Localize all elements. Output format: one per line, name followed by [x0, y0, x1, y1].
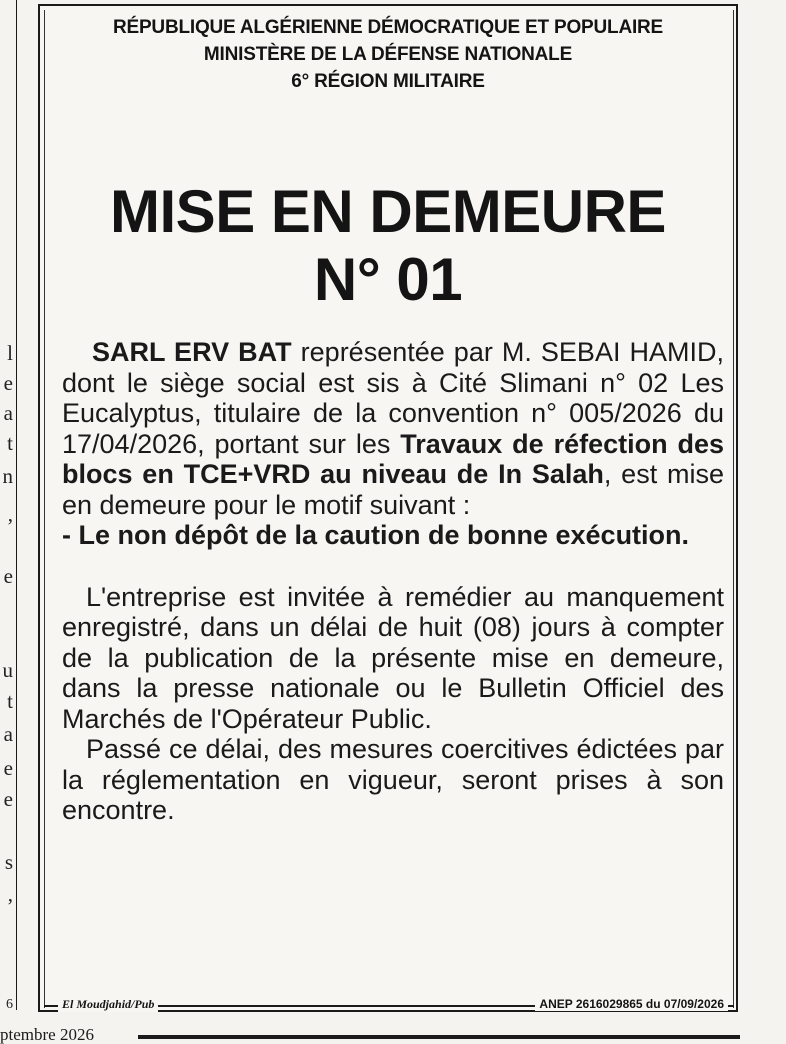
- column-fragment-letter: a: [3, 401, 13, 425]
- column-fragment-letter: l: [7, 341, 13, 365]
- paragraph-company: [62, 337, 724, 520]
- column-fragment-letter: ,: [7, 502, 13, 526]
- notice-body: [62, 337, 724, 826]
- column-fragment-letter: 6: [6, 997, 13, 1012]
- notice-header: [38, 14, 738, 95]
- paragraph-text: représentée par M. SEBAI HAMID, dont le siège social est sis à Cité Slimani n° 02 Les Eucalyptus, titulaire de la convention n° 005/2026 du 17/04/2026, portant sur les: [62, 337, 724, 459]
- page-footer-rule: [138, 1035, 740, 1039]
- anep-reference: ANEP 2616029865 du 07/09/2026: [535, 997, 728, 1011]
- works-title: Travaux de réfection des blocs en TCE+VRD au niveau de In Salah: [62, 428, 724, 489]
- header-republic: RÉPUBLIQUE ALGÉRIENNE DÉMOCRATIQUE ET POPULAIRE: [112, 17, 664, 38]
- column-fragment-letter: t: [7, 431, 13, 455]
- header-ministry: MINISTÈRE DE LA DÉFENSE NATIONALE: [203, 44, 573, 65]
- left-column-fragment: [0, 0, 17, 1010]
- column-fragment-letter: e: [3, 371, 13, 395]
- motive-item: - Le non dépôt de la caution de bonne exécution.: [62, 520, 690, 550]
- paragraph-text: , est mise en demeure pour le motif suivant :: [62, 459, 724, 520]
- title-main: MISE EN DEMEURE: [110, 178, 666, 245]
- publication-source: El Moudjahid/Pub: [58, 997, 158, 1012]
- column-fragment-letter: n: [2, 464, 13, 488]
- column-fragment-letter: e: [3, 756, 13, 780]
- notice-footer: [44, 995, 734, 1015]
- column-fragment-letter: e: [3, 787, 13, 811]
- column-fragment-letter: t: [7, 689, 13, 713]
- title-number: N° 01: [313, 246, 463, 313]
- notice-title: [38, 178, 738, 314]
- header-region: 6° RÉGION MILITAIRE: [291, 71, 485, 92]
- company-name: SARL ERV BAT: [92, 337, 292, 367]
- column-fragment-letter: u: [2, 658, 13, 682]
- column-fragment-letter: s: [4, 850, 13, 874]
- page-date: ptembre 2026: [0, 1025, 94, 1044]
- paragraph-consequence: Passé ce délai, des mesures coercitives édictées par la réglementation en vigueur, seront prises à son encontre.: [62, 734, 724, 825]
- column-fragment-letter: a: [3, 722, 13, 746]
- column-fragment-letter: e: [3, 564, 13, 588]
- column-fragment-letter: ,: [7, 882, 13, 906]
- paragraph-invitation: L'entreprise est invitée à remédier au manquement enregistré, dans un délai de huit (08) jours à compter de la publication de la présente mise en demeure, dans la presse nationale ou le Bulletin Officiel des Marchés de l'Opérateur Public.: [62, 581, 724, 734]
